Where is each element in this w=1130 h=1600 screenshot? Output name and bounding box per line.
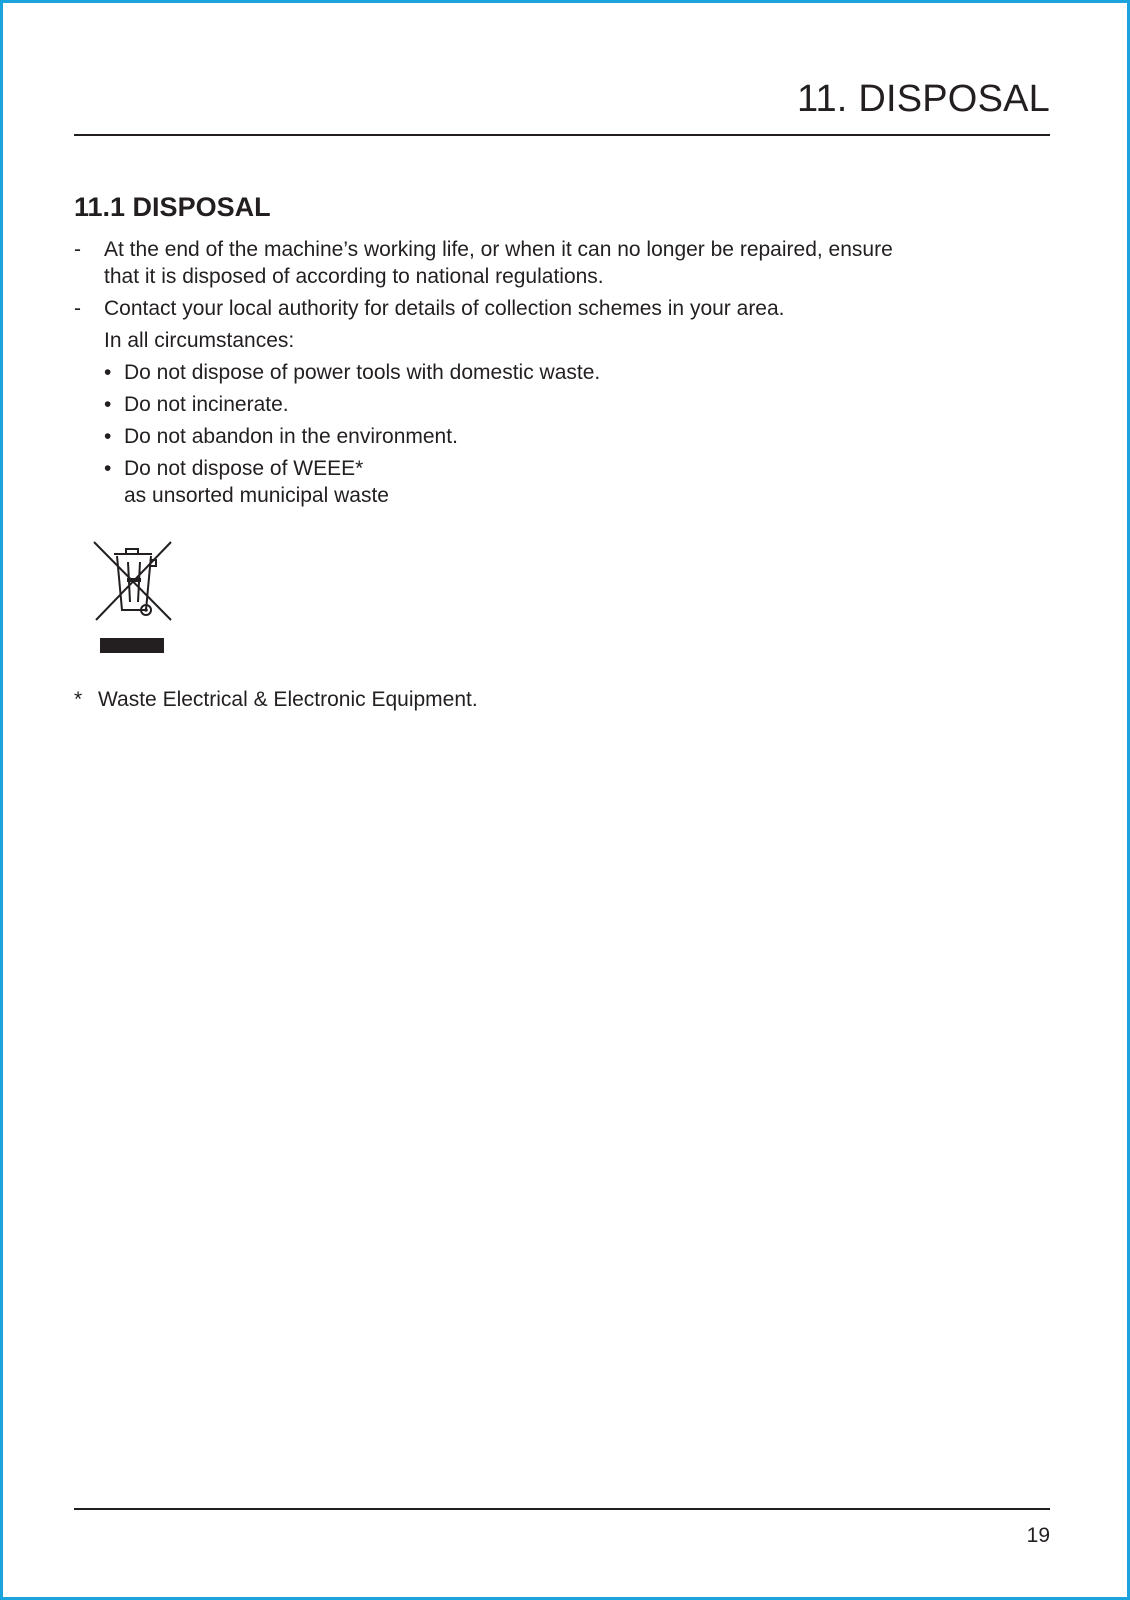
- bullet-marker: •: [104, 457, 112, 480]
- section-title: 11.1 DISPOSAL: [74, 192, 271, 222]
- page-number: 19: [1026, 1524, 1050, 1547]
- crossed-out-wheelie-bin-icon: [92, 540, 174, 654]
- footnote: [74, 686, 478, 713]
- bullet-line: Do not abandon in the environment.: [124, 425, 458, 448]
- bullet-marker: •: [104, 393, 112, 416]
- bullet-line: Do not dispose of power tools with domestic waste.: [124, 361, 601, 384]
- dash-item-line: Contact your local authority for details of collection schemes in your area.: [104, 297, 785, 320]
- footer-rule: [74, 1508, 1050, 1510]
- section-body: [74, 236, 1034, 514]
- bullet-marker: •: [104, 425, 112, 448]
- dash-item: [74, 236, 1034, 290]
- bullet-marker: •: [104, 361, 112, 384]
- bullet-item: [104, 391, 1034, 418]
- dash-item-line: At the end of the machine’s working life, or when it can no longer be repaired, ensure: [104, 238, 893, 261]
- bullet-item: [104, 423, 1034, 450]
- bullet-item: [104, 455, 1034, 509]
- chapter-title: 11. DISPOSAL: [796, 78, 1050, 120]
- bullet-item: [104, 359, 1034, 386]
- dash-marker: -: [74, 297, 81, 320]
- bullet-line: Do not incinerate.: [124, 393, 289, 416]
- footnote-text: Waste Electrical & Electronic Equipment.: [98, 688, 478, 711]
- intro-text: In all circumstances:: [104, 329, 295, 352]
- dash-item-line: that it is disposed of according to national regulations.: [104, 265, 604, 288]
- footnote-marker: *: [74, 688, 83, 711]
- dash-item: [74, 295, 1034, 322]
- dash-marker: -: [74, 238, 81, 261]
- bullet-list: [74, 359, 1034, 509]
- header-rule: [74, 134, 1050, 136]
- bullet-line: Do not dispose of WEEE*: [124, 457, 364, 480]
- bullet-line: as unsorted municipal waste: [124, 484, 389, 507]
